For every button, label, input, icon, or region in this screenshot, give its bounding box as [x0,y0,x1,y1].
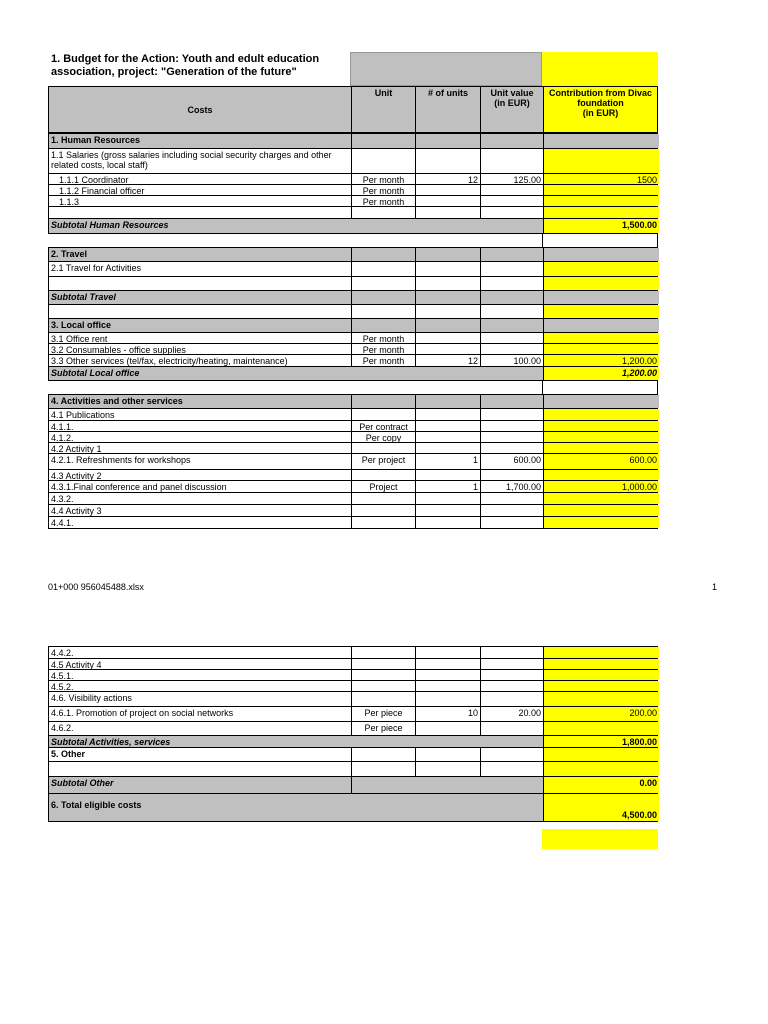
contribution-cell [543,344,659,354]
budget-table-page-2 [48,646,658,852]
unit-value-cell [480,505,543,516]
units-cell: 12 [415,174,480,184]
row-label: 4.1.1. [51,422,74,431]
unit-cell [351,319,415,332]
contribution-cell [543,421,659,431]
title-cell [48,52,350,86]
row-label: 2.1 Travel for Activities [51,263,142,273]
table-row [48,505,658,517]
table-row [48,421,658,432]
unit-value-cell [480,470,543,480]
header-contrib-1: Contribution from Divac [549,88,652,98]
header-row [48,86,658,133]
units-cell [415,722,480,735]
subtotal-row [48,777,658,794]
units-cell [415,185,480,195]
unit-cell [351,409,415,420]
units-cell: 1 [415,481,480,492]
contribution-cell [543,291,659,304]
unit-cell [351,443,415,453]
row-label: 4.4 Activity 3 [51,506,102,516]
header-contrib-3: (in EUR) [582,108,619,118]
unit-value-cell [480,432,543,442]
contribution-cell: 1,800.00 [543,736,659,747]
unit-cell: Per piece [351,707,415,721]
table-row [48,196,658,207]
table-row [48,305,658,319]
contribution-cell: 1,200.00 [543,355,659,366]
unit-cell [351,470,415,480]
table-row [48,681,658,692]
contribution-cell [543,409,659,420]
contribution-cell [543,443,659,453]
header-contribution [543,87,657,132]
unit-cell: Per copy [351,432,415,442]
units-cell [415,432,480,442]
unit-value-cell [480,291,543,304]
row-label: 3.3 Other services (tel/fax, electricity/heating, maintenance) [51,356,288,366]
unit-value-cell [480,185,543,195]
total-row [48,794,658,822]
section-row [48,395,658,409]
units-cell [415,692,480,706]
contribution-cell [543,722,659,735]
contribution-cell [543,277,659,290]
unit-value-cell [480,421,543,431]
unit-cell [351,248,415,261]
units-cell [415,443,480,453]
units-cell [415,134,480,148]
row-label: 4.5.1. [51,671,74,680]
contribution-cell: 600.00 [543,454,659,469]
row-label [48,234,350,247]
units-cell [415,333,480,343]
unit-cell [351,395,415,408]
section-row [48,319,658,333]
unit-value-cell [480,659,543,669]
unit-cell [351,493,415,504]
unit-value-cell [480,305,543,318]
contribution-cell [543,505,659,516]
units-cell [415,319,480,332]
contribution-cell [543,432,659,442]
title-yellow-block [542,52,658,86]
contribution-cell: 1,000.00 [543,481,659,492]
subtotal-row [48,291,658,305]
units-cell [414,234,479,247]
units-cell [415,421,480,431]
unit-value-cell [480,277,543,290]
subtotal-row [48,367,658,381]
contribution-cell [543,470,659,480]
table-row [48,722,658,736]
unit-value-cell [480,196,543,206]
title-gray-block [350,52,542,86]
units-cell [415,344,480,354]
header-unit: Unit [351,87,415,132]
table-row [48,659,658,670]
row-label: 4.5.2. [51,682,74,691]
contribution-cell [543,517,659,528]
section-row [48,748,658,762]
contribution-cell [543,262,659,276]
unit-cell [351,149,415,173]
header-unit-value-1: Unit value [490,88,534,98]
unit-cell [351,262,415,276]
section-row [48,134,658,149]
row-label [49,277,351,290]
row-label: 1.1.2 Financial officer [59,186,145,195]
row-label: 6. Total eligible costs [49,794,543,821]
contribution-cell [543,185,659,195]
unit-cell [351,692,415,706]
unit-value-cell [480,670,543,680]
unit-cell [351,305,415,318]
units-cell [415,395,480,408]
unit-value-cell [480,333,543,343]
units-cell [415,517,480,528]
footer-page-number: 1 [712,582,718,592]
contribution-cell [543,748,659,761]
row-label: 4.2 Activity 1 [51,444,102,453]
contribution-cell: 1500 [543,174,659,184]
contribution-cell [543,196,659,206]
row-label: Subtotal Local office [49,367,543,380]
table-row [48,517,658,529]
units-cell: 1 [415,454,480,469]
total-yellow-strip [542,829,658,849]
row-label: 4.1 Publications [51,410,115,420]
unit-value-cell: 600.00 [480,454,543,469]
row-label [49,762,351,776]
unit-value-cell: 125.00 [480,174,543,184]
unit-value-cell [480,262,543,276]
row-label: 4.2.1. Refreshments for workshops [51,455,191,465]
contribution-cell: 200.00 [543,707,659,721]
unit-cell: Per contract [351,421,415,431]
contribution-cell [543,149,659,173]
unit-value-cell: 20.00 [480,707,543,721]
table-row [48,185,658,196]
title-line-1: 1. Budget for the Action: Youth and edult education [51,53,320,65]
unit-value-cell: 1,700.00 [480,481,543,492]
contribution-cell [543,305,659,318]
table-row [48,344,658,355]
row-label: 4. Activities and other services [49,395,351,408]
unit-cell: Per month [351,196,415,206]
contribution-cell [543,319,659,332]
unit-value-cell: 100.00 [480,355,543,366]
unit-value-cell [480,681,543,691]
row-label: 4.6. Visibility actions [51,693,132,703]
row-label: Subtotal Travel [49,291,351,304]
row-label: 4.3.1.Final conference and panel discussion [51,482,227,492]
units-cell [415,196,480,206]
table-row [48,174,658,185]
unit-cell [351,207,415,218]
unit-value-cell [479,381,542,394]
unit-value-cell [480,647,543,658]
table-row [48,454,658,470]
unit-value-cell [480,395,543,408]
units-cell [415,470,480,480]
row-label: 3.1 Office rent [51,334,108,343]
units-cell: 12 [415,355,480,366]
row-label: 5. Other [51,749,86,759]
contribution-cell [543,134,659,148]
contribution-cell: 1,200.00 [543,367,659,380]
unit-value-cell [480,319,543,332]
contribution-cell [543,762,659,776]
units-cell [415,647,480,658]
table-row [48,207,658,219]
unit-cell: Per month [351,355,415,366]
row-label [49,305,351,318]
unit-cell [351,134,415,148]
row-label [49,207,351,218]
units-cell [415,670,480,680]
unit-cell [351,291,415,304]
header-unit-value-2: (in EUR) [494,98,530,108]
unit-cell: Per month [351,344,415,354]
table-row [48,443,658,454]
unit-value-cell [480,443,543,453]
subtotal-row [48,736,658,748]
unit-cell [351,517,415,528]
unit-value-cell [480,777,543,793]
contribution-cell [543,670,659,680]
contribution-cell [543,207,659,218]
table-row [48,355,658,367]
contribution-cell [542,234,658,247]
row-label [48,381,350,394]
unit-cell: Per month [351,333,415,343]
unit-cell: Project [351,481,415,492]
contribution-cell [543,493,659,504]
row-label: Subtotal Other [49,777,351,793]
unit-value-cell [480,722,543,735]
unit-value-cell [480,493,543,504]
unit-cell [351,777,415,793]
unit-value-cell [480,748,543,761]
unit-cell: Per month [351,185,415,195]
unit-value-cell [480,207,543,218]
unit-cell [350,234,414,247]
contribution-cell: 4,500.00 [543,794,659,821]
unit-value-cell [480,149,543,173]
unit-cell [351,505,415,516]
table-row [48,481,658,493]
unit-cell [350,381,414,394]
units-cell [415,505,480,516]
table-row [48,762,658,777]
table-row [48,277,658,291]
units-cell [415,149,480,173]
units-cell [415,748,480,761]
units-cell [415,659,480,669]
contribution-cell [543,248,659,261]
table-row [48,409,658,421]
table-row [48,333,658,344]
unit-cell: Per project [351,454,415,469]
row-label: 4.6.1. Promotion of project on social networks [51,708,234,718]
budget-table-page-1 [48,133,658,539]
unit-cell [351,748,415,761]
unit-value-cell [480,344,543,354]
contribution-cell [543,647,659,658]
contribution-cell [543,395,659,408]
units-cell [414,381,479,394]
unit-value-cell [480,248,543,261]
unit-value-cell [480,692,543,706]
unit-cell [351,659,415,669]
unit-cell: Per month [351,174,415,184]
unit-cell [351,681,415,691]
units-cell [415,493,480,504]
row-label: 4.3.2. [51,494,74,504]
table-row [48,647,658,659]
row-label: 1.1.1 Coordinator [59,175,129,184]
unit-cell [351,277,415,290]
row-label: Subtotal Activities, services [49,736,543,747]
contribution-cell [542,381,658,394]
units-cell [415,305,480,318]
table-row [48,707,658,722]
table-row [48,493,658,505]
units-cell [415,262,480,276]
contribution-cell [543,681,659,691]
row-label: Subtotal Human Resources [49,219,543,233]
contribution-cell [543,659,659,669]
units-cell [415,291,480,304]
unit-value-cell [480,762,543,776]
contribution-cell [543,333,659,343]
units-cell [415,277,480,290]
header-unit-value [480,87,543,132]
subtotal-row [48,219,658,234]
table-row [48,432,658,443]
table-row [48,670,658,681]
table-row [48,262,658,277]
row-label: 2. Travel [49,248,351,261]
unit-cell [351,762,415,776]
row-label: 1.1 Salaries (gross salaries including social security charges and other related costs, local staff) [51,150,332,170]
header-contrib-2: foundation [577,98,624,108]
unit-value-cell [480,409,543,420]
row-label: 4.1.2. [51,433,74,442]
row-label: 4.4.1. [51,518,74,528]
units-cell [415,681,480,691]
table-row [48,234,658,248]
table-row [48,692,658,707]
units-cell [415,248,480,261]
row-label: 4.6.2. [51,723,74,733]
footer-filename: 01+000 956045488.xlsx [48,582,144,592]
units-cell [415,207,480,218]
units-cell [415,409,480,420]
units-cell [415,762,480,776]
units-cell [415,777,480,793]
row-label: 3.2 Consumables - office supplies [51,345,186,354]
row-label: 4.5 Activity 4 [51,660,102,669]
row-label: 4.4.2. [51,648,74,658]
row-label: 1. Human Resources [49,134,351,148]
unit-value-cell [480,134,543,148]
header-units: # of units [415,87,480,132]
unit-cell [351,670,415,680]
row-label: 1.1.3 [59,197,80,206]
unit-value-cell [479,234,542,247]
unit-value-cell [480,517,543,528]
unit-cell [351,647,415,658]
table-row [48,381,658,395]
contribution-cell: 0.00 [543,777,659,793]
row-label: 3. Local office [49,319,351,332]
unit-cell: Per piece [351,722,415,735]
header-costs: Costs [49,87,351,132]
contribution-cell [543,692,659,706]
section-row [48,248,658,262]
contribution-cell: 1,500.00 [543,219,659,233]
table-row [48,470,658,481]
title-line-2: association, project: "Generation of the future" [51,66,297,78]
row-label: 4.3 Activity 2 [51,471,102,480]
table-row [48,149,658,174]
units-cell: 10 [415,707,480,721]
